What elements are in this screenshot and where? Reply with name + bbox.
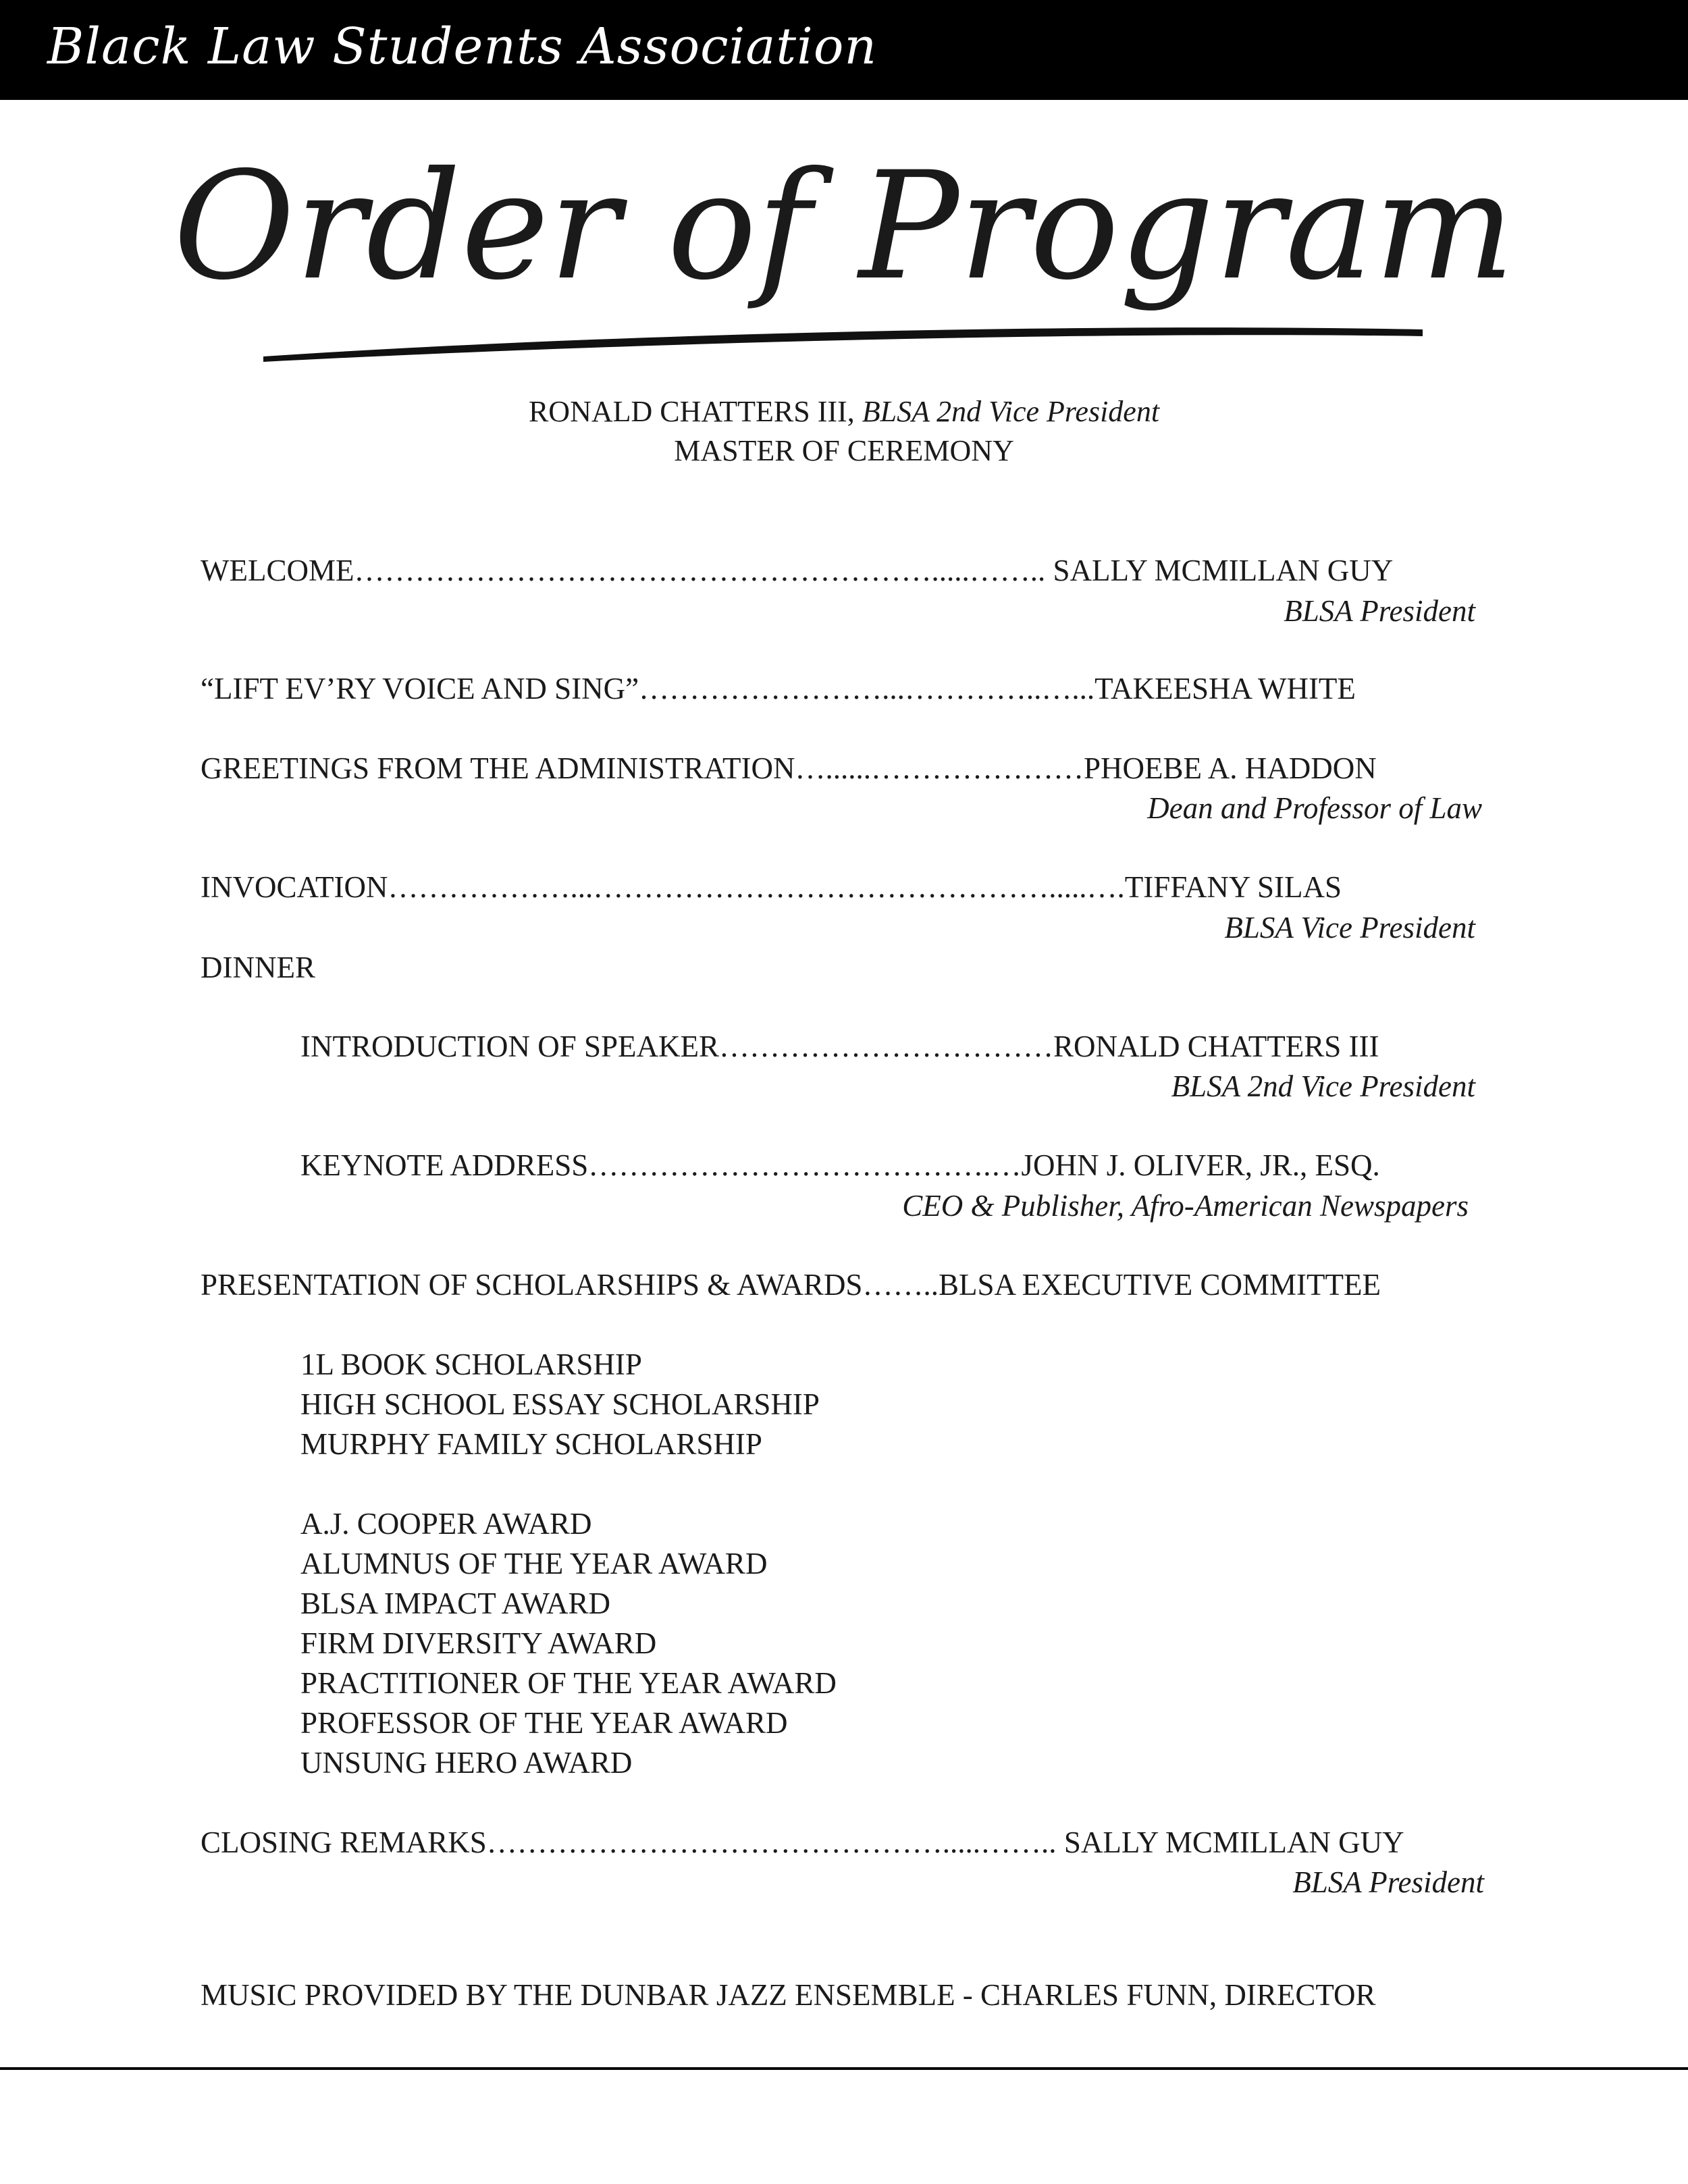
closing-line (201, 1824, 1404, 1861)
keynote-title: CEO & Publisher, Afro-American Newspapers (902, 1189, 1469, 1223)
master-role: BLSA 2nd Vice President (862, 395, 1160, 428)
closing-label: CLOSING REMARKS……………………………………….....…….. (201, 1826, 1057, 1859)
master-of-ceremony-label: MASTER OF CEREMONY (674, 434, 1014, 467)
title-underline-swoosh (260, 317, 1428, 365)
presentation-label: PRESENTATION OF SCHOLARSHIPS & AWARDS…….. (201, 1268, 939, 1302)
award-item: FIRM DIVERSITY AWARD (300, 1626, 657, 1660)
scholarship-item: 1L BOOK SCHOLARSHIP (300, 1348, 642, 1381)
presentation-line (201, 1267, 1381, 1303)
award-item: PROFESSOR OF THE YEAR AWARD (300, 1706, 788, 1740)
award-item: ALUMNUS OF THE YEAR AWARD (300, 1547, 768, 1580)
scholarship-item: HIGH SCHOOL ESSAY SCHOLARSHIP (300, 1387, 820, 1421)
welcome-name: SALLY MCMILLAN GUY (1053, 554, 1394, 587)
header-title: Black Law Students Association (47, 18, 878, 76)
award-item: A.J. COOPER AWARD (300, 1507, 592, 1541)
award-item: BLSA IMPACT AWARD (300, 1587, 611, 1620)
music-credit: MUSIC PROVIDED BY THE DUNBAR JAZZ ENSEMBLE - CHARLES FUNN, DIRECTOR (201, 1978, 1376, 2012)
presentation-name: BLSA EXECUTIVE COMMITTEE (938, 1268, 1381, 1302)
invocation-line (201, 869, 1342, 905)
invocation-name: TIFFANY SILAS (1124, 870, 1342, 904)
closing-name: SALLY MCMILLAN GUY (1063, 1826, 1404, 1859)
closing-title: BLSA President (1292, 1865, 1484, 1899)
award-item: UNSUNG HERO AWARD (300, 1746, 633, 1780)
lift-every-voice-name: TAKEESHA WHITE (1094, 672, 1356, 705)
keynote-name: JOHN J. OLIVER, JR., ESQ. (1021, 1148, 1380, 1182)
header-bar (0, 0, 1688, 100)
introduction-label: INTRODUCTION OF SPEAKER…………………………… (300, 1030, 1054, 1063)
greetings-label: GREETINGS FROM THE ADMINISTRATION…......………………… (201, 751, 1084, 785)
greetings-line (201, 750, 1377, 787)
welcome-title: BLSA President (1284, 594, 1475, 628)
lift-every-voice-label: “LIFT EV’RY VOICE AND SING”……………………...…………..…... (201, 672, 1095, 705)
dinner-label: DINNER (201, 951, 315, 984)
keynote-line (300, 1147, 1380, 1183)
introduction-title: BLSA 2nd Vice President (1171, 1069, 1475, 1103)
welcome-label: WELCOME………………………………………………….....…….. (201, 554, 1046, 587)
invocation-label: INVOCATION………………...……………………………………….....…. (201, 870, 1125, 904)
introduction-line (300, 1028, 1379, 1065)
invocation-title: BLSA Vice President (1224, 911, 1475, 944)
award-item: PRACTITIONER OF THE YEAR AWARD (300, 1666, 837, 1700)
introduction-name: RONALD CHATTERS III (1053, 1030, 1379, 1063)
page-title: Order of Program (173, 140, 1515, 313)
lift-every-voice-line (201, 670, 1356, 707)
master-of-ceremony-name-line (0, 394, 1688, 429)
master-name: RONALD CHATTERS III, (528, 395, 855, 428)
welcome-line (201, 552, 1393, 589)
bottom-rule (0, 2067, 1688, 2070)
keynote-label: KEYNOTE ADDRESS………………………………….… (300, 1148, 1022, 1182)
greetings-name: PHOEBE A. HADDON (1083, 751, 1377, 785)
greetings-title: Dean and Professor of Law (1147, 791, 1482, 825)
scholarship-item: MURPHY FAMILY SCHOLARSHIP (300, 1427, 762, 1461)
